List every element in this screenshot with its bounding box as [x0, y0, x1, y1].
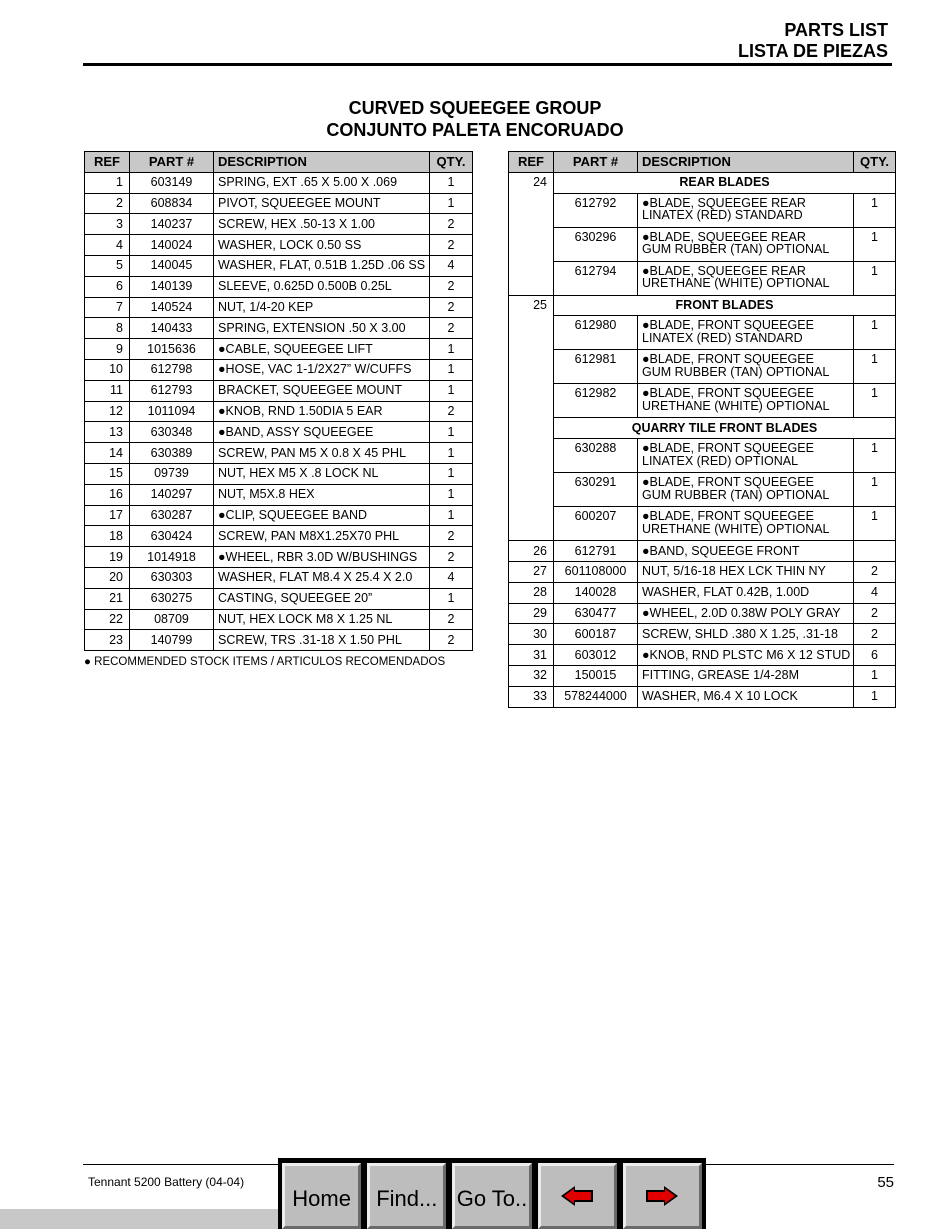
page-number: 55	[877, 1174, 894, 1191]
description-cell: NUT, HEX M5 X .8 LOCK NL	[214, 463, 430, 484]
ref-cell: 31	[509, 645, 554, 666]
qty-cell: 1	[430, 359, 473, 380]
description-cell: SCREW, TRS .31-18 X 1.50 PHL	[214, 630, 430, 651]
qty-cell: 2	[854, 561, 896, 582]
description-cell: BRACKET, SQUEEGEE MOUNT	[214, 380, 430, 401]
col-header-part: PART #	[130, 152, 214, 173]
header-title-en: PARTS LIST	[784, 20, 888, 40]
group-title-en: CURVED SQUEEGEE GROUP	[348, 98, 602, 118]
part-cell: 612794	[554, 261, 638, 295]
table-row	[85, 588, 473, 609]
ref-cell: 13	[85, 422, 130, 443]
part-cell: 630287	[130, 505, 214, 526]
header-divider	[83, 63, 892, 66]
description-cell: WASHER, M6.4 X 10 LOCK	[638, 686, 854, 707]
part-cell: 630477	[554, 603, 638, 624]
qty-cell: 2	[430, 526, 473, 547]
qty-cell: 4	[854, 582, 896, 603]
description-cell: ●CLIP, SQUEEGEE BAND	[214, 505, 430, 526]
part-cell: 608834	[130, 193, 214, 214]
ref-cell: 12	[85, 401, 130, 422]
ref-cell: 32	[509, 665, 554, 686]
col-header-description: DESCRIPTION	[638, 152, 854, 173]
qty-cell: 1	[854, 261, 896, 295]
previous-page-button[interactable]	[538, 1163, 617, 1229]
table-row	[85, 172, 473, 193]
qty-cell: 2	[430, 235, 473, 256]
ref-cell: 15	[85, 463, 130, 484]
qty-cell: 1	[430, 505, 473, 526]
qty-cell: 1	[430, 484, 473, 505]
qty-cell: 1	[430, 588, 473, 609]
part-cell: 612791	[554, 541, 638, 562]
qty-cell: 6	[854, 645, 896, 666]
table-row	[85, 609, 473, 630]
ref-cell: 6	[85, 276, 130, 297]
qty-cell: 4	[430, 567, 473, 588]
description-cell: ●BLADE, SQUEEGEE REAR LINATEX (RED) STANDARD	[638, 193, 854, 227]
description-cell: SPRING, EXTENSION .50 X 3.00	[214, 318, 430, 339]
description-cell: ●BLADE, FRONT SQUEEGEE GUM RUBBER (TAN) OPTIONAL	[638, 473, 854, 507]
qty-cell: 2	[430, 547, 473, 568]
part-cell: 150015	[554, 665, 638, 686]
table-row	[85, 255, 473, 276]
part-cell: 612798	[130, 359, 214, 380]
table-row	[85, 463, 473, 484]
go-to-button[interactable]: Go To..	[452, 1163, 531, 1229]
right-arrow-icon	[645, 1185, 679, 1207]
footer-manual-title: Tennant 5200 Battery (04-04)	[88, 1175, 245, 1189]
ref-cell: 23	[85, 630, 130, 651]
table-row	[85, 297, 473, 318]
part-cell: 140139	[130, 276, 214, 297]
table-row	[509, 624, 896, 645]
description-cell: SLEEVE, 0.625D 0.500B 0.25L	[214, 276, 430, 297]
description-cell: SCREW, PAN M8X1.25X70 PHL	[214, 526, 430, 547]
description-cell: ●BLADE, SQUEEGEE REAR URETHANE (WHITE) OPTIONAL	[638, 261, 854, 295]
qty-cell: 1	[854, 316, 896, 350]
table-row	[85, 567, 473, 588]
part-cell: 612980	[554, 316, 638, 350]
ref-cell: 27	[509, 561, 554, 582]
qty-cell: 1	[854, 384, 896, 418]
description-cell: ●BLADE, FRONT SQUEEGEE LINATEX (RED) STANDARD	[638, 316, 854, 350]
part-cell: 630288	[554, 439, 638, 473]
table-row	[509, 582, 896, 603]
ref-cell: 29	[509, 603, 554, 624]
qty-cell: 2	[854, 624, 896, 645]
col-header-description: DESCRIPTION	[214, 152, 430, 173]
recommended-stock-footnote: ● RECOMMENDED STOCK ITEMS / ARTICULOS RECOMENDADOS	[84, 656, 446, 668]
part-cell: 603149	[130, 172, 214, 193]
section-quarry-tile-blades: QUARRY TILE FRONT BLADES	[554, 418, 896, 439]
description-cell: SPRING, EXT .65 X 5.00 X .069	[214, 172, 430, 193]
col-header-qty: QTY.	[430, 152, 473, 173]
table-row	[509, 541, 896, 562]
part-cell: 630296	[554, 227, 638, 261]
ref-cell: 1	[85, 172, 130, 193]
qty-cell: 1	[430, 463, 473, 484]
part-cell: 630424	[130, 526, 214, 547]
description-cell: NUT, 1/4-20 KEP	[214, 297, 430, 318]
ref-cell: 14	[85, 443, 130, 464]
table-row	[85, 547, 473, 568]
description-cell: ●BLADE, FRONT SQUEEGEE LINATEX (RED) OPTIONAL	[638, 439, 854, 473]
description-cell: NUT, 5/16-18 HEX LCK THIN NY	[638, 561, 854, 582]
description-cell: ●BLADE, FRONT SQUEEGEE URETHANE (WHITE) OPTIONAL	[638, 507, 854, 541]
description-cell: NUT, M5X.8 HEX	[214, 484, 430, 505]
description-cell: ●HOSE, VAC 1-1/2X27” W/CUFFS	[214, 359, 430, 380]
description-cell: ●CABLE, SQUEEGEE LIFT	[214, 339, 430, 360]
part-cell: 578244000	[554, 686, 638, 707]
ref-cell: 2	[85, 193, 130, 214]
qty-cell: 1	[854, 507, 896, 541]
table-row	[85, 443, 473, 464]
part-cell: 140524	[130, 297, 214, 318]
table-row	[509, 686, 896, 707]
table-row	[85, 214, 473, 235]
ref-cell: 16	[85, 484, 130, 505]
description-cell: ●BLADE, FRONT SQUEEGEE URETHANE (WHITE) OPTIONAL	[638, 384, 854, 418]
part-cell: 612981	[554, 350, 638, 384]
header-title-es: LISTA DE PIEZAS	[737, 41, 888, 61]
ref-cell: 3	[85, 214, 130, 235]
table-row	[85, 401, 473, 422]
part-cell: 600187	[554, 624, 638, 645]
ref-cell: 20	[85, 567, 130, 588]
part-cell: 140799	[130, 630, 214, 651]
table-row	[85, 318, 473, 339]
description-cell: SCREW, SHLD .380 X 1.25, .31-18	[638, 624, 854, 645]
ref-cell: 4	[85, 235, 130, 256]
description-cell: NUT, HEX LOCK M8 X 1.25 NL	[214, 609, 430, 630]
description-cell: PIVOT, SQUEEGEE MOUNT	[214, 193, 430, 214]
part-cell: 612793	[130, 380, 214, 401]
parts-table-right	[508, 151, 896, 708]
part-cell: 08709	[130, 609, 214, 630]
part-cell: 140433	[130, 318, 214, 339]
qty-cell: 1	[854, 686, 896, 707]
qty-cell: 1	[430, 172, 473, 193]
table-row	[85, 526, 473, 547]
ref-cell: 8	[85, 318, 130, 339]
ref-cell: 22	[85, 609, 130, 630]
part-cell: 600207	[554, 507, 638, 541]
table-row	[85, 484, 473, 505]
description-cell: FITTING, GREASE 1/4-28M	[638, 665, 854, 686]
col-header-ref: REF	[85, 152, 130, 173]
ref-cell: 19	[85, 547, 130, 568]
qty-cell: 1	[430, 380, 473, 401]
part-cell: 612982	[554, 384, 638, 418]
description-cell: SCREW, PAN M5 X 0.8 X 45 PHL	[214, 443, 430, 464]
table-row	[85, 193, 473, 214]
qty-cell: 2	[430, 609, 473, 630]
part-cell: 630348	[130, 422, 214, 443]
part-cell: 09739	[130, 463, 214, 484]
description-cell: CASTING, SQUEEGEE 20”	[214, 588, 430, 609]
description-cell: ●WHEEL, 2.0D 0.38W POLY GRAY	[638, 603, 854, 624]
col-header-part: PART #	[554, 152, 638, 173]
next-page-button[interactable]	[623, 1163, 702, 1229]
part-cell: 1015636	[130, 339, 214, 360]
qty-cell: 2	[430, 297, 473, 318]
part-cell: 140024	[130, 235, 214, 256]
qty-cell: 2	[430, 214, 473, 235]
part-cell: 630389	[130, 443, 214, 464]
part-cell: 140297	[130, 484, 214, 505]
qty-cell: 2	[854, 603, 896, 624]
ref-cell: 9	[85, 339, 130, 360]
table-row	[509, 645, 896, 666]
ref-cell: 18	[85, 526, 130, 547]
qty-cell: 1	[854, 473, 896, 507]
section-front-blades: FRONT BLADES	[554, 295, 896, 316]
ref-cell: 5	[85, 255, 130, 276]
ref-cell: 11	[85, 380, 130, 401]
description-cell: ●BAND, SQUEEGE FRONT	[638, 541, 854, 562]
qty-cell: 2	[430, 276, 473, 297]
group-title-es: CONJUNTO PALETA ENCORUADO	[326, 120, 624, 140]
qty-cell: 2	[430, 401, 473, 422]
qty-cell	[854, 541, 896, 562]
description-cell: ●WHEEL, RBR 3.0D W/BUSHINGS	[214, 547, 430, 568]
ref-cell: 24	[509, 172, 554, 295]
table-row	[85, 276, 473, 297]
qty-cell: 1	[854, 227, 896, 261]
part-cell: 1014918	[130, 547, 214, 568]
description-cell: WASHER, FLAT 0.42B, 1.00D	[638, 582, 854, 603]
part-cell: 630291	[554, 473, 638, 507]
part-cell: 1011094	[130, 401, 214, 422]
table-row	[509, 665, 896, 686]
qty-cell: 1	[854, 350, 896, 384]
description-cell: ●BLADE, SQUEEGEE REAR GUM RUBBER (TAN) OPTIONAL	[638, 227, 854, 261]
description-cell: WASHER, LOCK 0.50 SS	[214, 235, 430, 256]
table-row	[509, 603, 896, 624]
table-row	[85, 630, 473, 651]
part-cell: 140237	[130, 214, 214, 235]
qty-cell: 2	[430, 630, 473, 651]
description-cell: ●BLADE, FRONT SQUEEGEE GUM RUBBER (TAN) OPTIONAL	[638, 350, 854, 384]
ref-cell: 10	[85, 359, 130, 380]
description-cell: ●KNOB, RND 1.50DIA 5 EAR	[214, 401, 430, 422]
qty-cell: 1	[854, 665, 896, 686]
left-arrow-icon	[560, 1185, 594, 1207]
description-cell: ●BAND, ASSY SQUEEGEE	[214, 422, 430, 443]
navigation-bar	[278, 1158, 706, 1229]
table-row	[85, 422, 473, 443]
description-cell: ●KNOB, RND PLSTC M6 X 12 STUD	[638, 645, 854, 666]
table-row	[85, 380, 473, 401]
part-cell: 140045	[130, 255, 214, 276]
part-cell: 601108000	[554, 561, 638, 582]
description-cell: WASHER, FLAT M8.4 X 25.4 X 2.0	[214, 567, 430, 588]
page-header	[738, 20, 888, 62]
col-header-qty: QTY.	[854, 152, 896, 173]
description-cell: SCREW, HEX .50-13 X 1.00	[214, 214, 430, 235]
parts-table-left	[84, 151, 473, 651]
table-row	[85, 505, 473, 526]
qty-cell: 1	[430, 339, 473, 360]
table-row	[85, 339, 473, 360]
part-cell: 140028	[554, 582, 638, 603]
ref-cell: 21	[85, 588, 130, 609]
qty-cell: 4	[430, 255, 473, 276]
qty-cell: 1	[854, 439, 896, 473]
home-button[interactable]: Home	[282, 1163, 361, 1229]
part-cell: 630275	[130, 588, 214, 609]
qty-cell: 2	[430, 318, 473, 339]
ref-cell: 7	[85, 297, 130, 318]
table-row	[85, 359, 473, 380]
group-title	[0, 97, 950, 141]
ref-cell: 28	[509, 582, 554, 603]
ref-cell: 33	[509, 686, 554, 707]
part-cell: 630303	[130, 567, 214, 588]
part-cell: 603012	[554, 645, 638, 666]
find-button[interactable]: Find...	[367, 1163, 446, 1229]
table-row	[509, 561, 896, 582]
part-cell: 612792	[554, 193, 638, 227]
ref-cell: 17	[85, 505, 130, 526]
qty-cell: 1	[854, 193, 896, 227]
description-cell: WASHER, FLAT, 0.51B 1.25D .06 SS	[214, 255, 430, 276]
ref-cell: 30	[509, 624, 554, 645]
table-row	[85, 235, 473, 256]
ref-cell: 25	[509, 295, 554, 541]
qty-cell: 1	[430, 193, 473, 214]
col-header-ref: REF	[509, 152, 554, 173]
qty-cell: 1	[430, 422, 473, 443]
ref-cell: 26	[509, 541, 554, 562]
qty-cell: 1	[430, 443, 473, 464]
section-rear-blades: REAR BLADES	[554, 172, 896, 193]
